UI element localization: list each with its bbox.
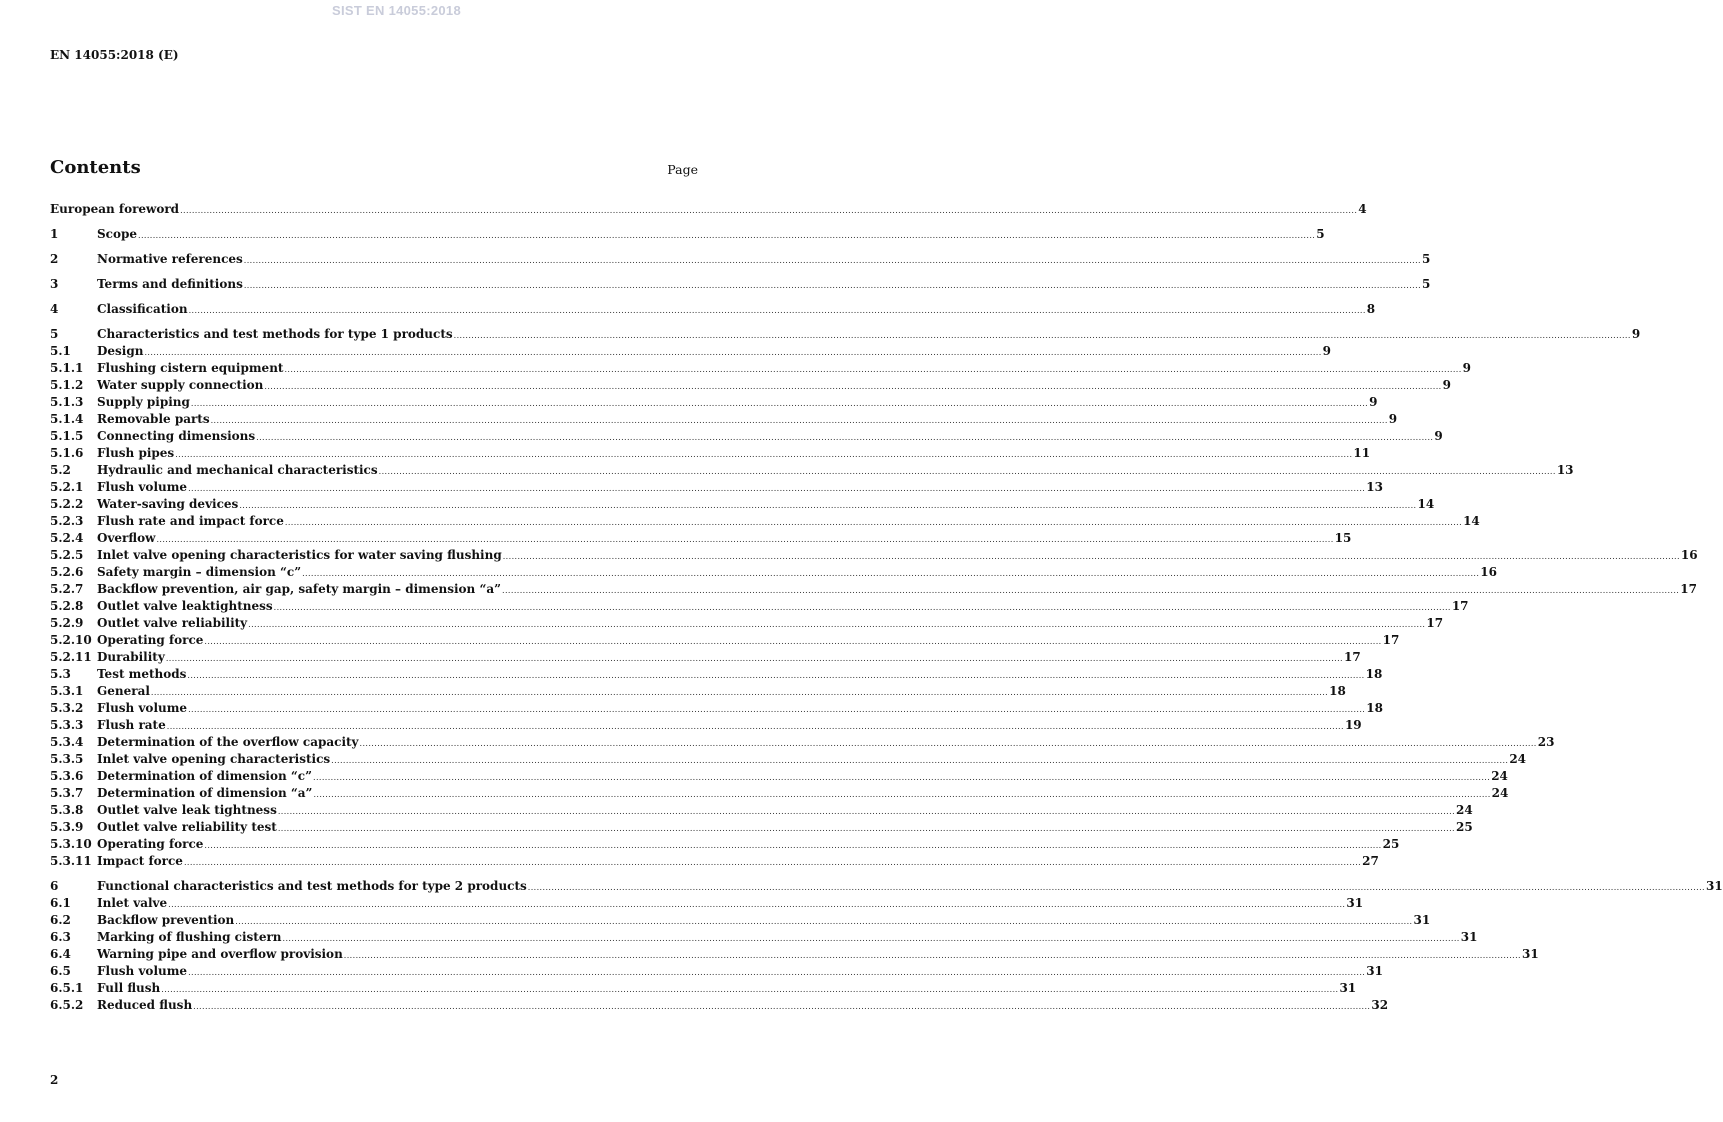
toc-entry-page: 31 <box>1705 879 1723 893</box>
toc-entry-number: 5.1.2 <box>50 378 84 392</box>
toc-entry[interactable] <box>50 700 1383 717</box>
toc-entry-title: Flush pipes <box>97 446 175 460</box>
toc-entry-title: Flushing cistern equipment <box>97 361 284 375</box>
dot-leader: ................................................................................................................................................................................................................................................................................................................................................................................................................ <box>277 824 1455 833</box>
toc-entry-page: 9 <box>1462 361 1472 375</box>
toc-entry-page: 5 <box>1421 252 1431 266</box>
toc-entry-number: 5.2.1 <box>50 480 84 494</box>
dot-leader: ................................................................................................................................................................................................................................................................................................................................................................................................................ <box>161 985 1339 994</box>
toc-entry-number: 5.3.3 <box>50 718 84 732</box>
toc-entry-title: Determination of the overflow capacity <box>97 735 359 749</box>
dot-leader: ................................................................................................................................................................................................................................................................................................................................................................................................................ <box>180 206 1358 215</box>
toc-entry-title: Reduced flush <box>97 998 193 1012</box>
toc-entry[interactable] <box>50 411 1398 428</box>
toc-entry-title: Water supply connection <box>97 378 264 392</box>
toc-entry-page: 31 <box>1346 896 1364 910</box>
toc-entry-title: Flush volume <box>97 701 188 715</box>
toc-entry-page: 9 <box>1434 429 1443 443</box>
dot-leader: ................................................................................................................................................................................................................................................................................................................................................................................................................ <box>277 807 1456 816</box>
toc-entry[interactable] <box>50 226 1325 243</box>
toc-entry[interactable] <box>50 649 1361 666</box>
dot-leader: ................................................................................................................................................................................................................................................................................................................................................................................................................ <box>378 467 1556 476</box>
toc-entry-title: Flush rate <box>97 718 166 732</box>
toc-entry-number: 5.3.4 <box>50 735 84 749</box>
toc-entry[interactable] <box>50 853 1379 870</box>
toc-entry[interactable] <box>50 785 1509 802</box>
toc-entry[interactable] <box>50 929 1478 946</box>
toc-entry-title: Inlet valve opening characteristics for water saving flushing <box>97 548 502 562</box>
toc-entry[interactable] <box>50 819 1473 836</box>
toc-entry-number: 6.3 <box>50 930 71 944</box>
toc-entry-page: 23 <box>1537 735 1555 749</box>
toc-entry-number: 5.2.9 <box>50 616 84 630</box>
dot-leader: ................................................................................................................................................................................................................................................................................................................................................................................................................ <box>264 382 1442 391</box>
toc-entry-title: Outlet valve leaktightness <box>97 599 273 613</box>
toc-entry-title: Overflow <box>97 531 156 545</box>
dot-leader: ................................................................................................................................................................................................................................................................................................................................................................................................................ <box>282 934 1460 943</box>
toc-entry-page: 24 <box>1491 769 1508 783</box>
dot-leader: ................................................................................................................................................................................................................................................................................................................................................................................................................ <box>243 281 1422 290</box>
table-of-contents <box>50 201 1723 1014</box>
toc-entry-number: 5.3.2 <box>50 701 84 715</box>
watermark: SIST EN 14055:2018 <box>332 3 461 18</box>
toc-entry-number: 5.1.3 <box>50 395 84 409</box>
toc-entry-page: 16 <box>1680 548 1698 562</box>
toc-entry-title: Flush rate and impact force <box>97 514 284 528</box>
toc-entry-page: 4 <box>1358 202 1367 216</box>
toc-entry-title: Operating force <box>97 837 204 851</box>
toc-entry[interactable] <box>50 201 1367 218</box>
toc-entry[interactable] <box>50 997 1389 1014</box>
dot-leader: ................................................................................................................................................................................................................................................................................................................................................................................................................ <box>313 790 1491 799</box>
toc-entry-page: 5 <box>1316 227 1325 241</box>
toc-entry-number: 5.3.9 <box>50 820 84 834</box>
toc-entry-page: 9 <box>1322 344 1332 358</box>
toc-entry[interactable] <box>50 360 1472 377</box>
toc-entry-title: Operating force <box>97 633 204 647</box>
toc-entry-title: Inlet valve <box>97 896 168 910</box>
toc-entry-title: Full flush <box>97 981 161 995</box>
toc-entry-page: 18 <box>1365 667 1383 681</box>
toc-entry[interactable] <box>50 513 1480 530</box>
toc-entry-number: 6.2 <box>50 913 71 927</box>
dot-leader: ................................................................................................................................................................................................................................................................................................................................................................................................................ <box>144 348 1322 357</box>
dot-leader: ................................................................................................................................................................................................................................................................................................................................................................................................................ <box>453 331 1631 340</box>
toc-entry[interactable] <box>50 683 1346 700</box>
dot-leader: ................................................................................................................................................................................................................................................................................................................................................................................................................ <box>156 535 1334 544</box>
toc-entry-page: 24 <box>1491 786 1509 800</box>
toc-entry[interactable] <box>50 751 1527 768</box>
toc-entry-number: 5.2.7 <box>50 582 84 596</box>
toc-entry-title: Determination of dimension “a” <box>97 786 313 800</box>
toc-entry-number: 5.2.3 <box>50 514 84 528</box>
toc-entry[interactable] <box>50 878 1723 895</box>
toc-entry-page: 31 <box>1413 913 1431 927</box>
dot-leader: ................................................................................................................................................................................................................................................................................................................................................................................................................ <box>188 484 1366 493</box>
toc-entry[interactable] <box>50 717 1362 734</box>
toc-entry[interactable] <box>50 768 1508 785</box>
toc-entry-page: 13 <box>1556 463 1574 477</box>
toc-entry-title: Inlet valve opening characteristics <box>97 752 331 766</box>
toc-entry-title: Characteristics and test methods for type 1 products <box>97 327 453 341</box>
dot-leader: ................................................................................................................................................................................................................................................................................................................................................................................................................ <box>187 671 1365 680</box>
toc-entry-title: Scope <box>97 227 138 241</box>
toc-entry[interactable] <box>50 564 1497 581</box>
toc-entry-page: 14 <box>1417 497 1435 511</box>
toc-entry[interactable] <box>50 912 1431 929</box>
dot-leader: ................................................................................................................................................................................................................................................................................................................................................................................................................ <box>302 569 1480 578</box>
toc-entry-number: 5.1.4 <box>50 412 84 426</box>
toc-entry-title: Removable parts <box>97 412 210 426</box>
toc-entry-page: 31 <box>1460 930 1478 944</box>
dot-leader: ................................................................................................................................................................................................................................................................................................................................................................................................................ <box>188 968 1366 977</box>
document-id: EN 14055:2018 (E) <box>50 48 179 62</box>
dot-leader: ................................................................................................................................................................................................................................................................................................................................................................................................................ <box>273 603 1451 612</box>
toc-entry-page: 11 <box>1353 446 1371 460</box>
toc-entry-title: Terms and definitions <box>97 277 243 291</box>
toc-entry-title: Outlet valve reliability <box>97 616 248 630</box>
toc-entry-number: 5.1 <box>50 344 71 358</box>
toc-entry-page: 18 <box>1329 684 1346 698</box>
toc-entry-title: Outlet valve leak tightness <box>97 803 277 817</box>
toc-entry-page: 9 <box>1631 327 1641 341</box>
toc-entry-title: Flush volume <box>97 480 188 494</box>
toc-entry[interactable] <box>50 802 1473 819</box>
dot-leader: ................................................................................................................................................................................................................................................................................................................................................................................................................ <box>527 883 1705 892</box>
toc-entry-title: Water-saving devices <box>97 497 239 511</box>
toc-entry[interactable] <box>50 479 1383 496</box>
toc-entry-number: 6.1 <box>50 896 71 910</box>
toc-entry[interactable] <box>50 326 1641 343</box>
toc-entry[interactable] <box>50 276 1431 293</box>
toc-entry-page: 27 <box>1362 854 1379 868</box>
dot-leader: ................................................................................................................................................................................................................................................................................................................................................................................................................ <box>204 637 1382 646</box>
toc-entry-title: Design <box>97 344 144 358</box>
toc-entry-number: 3 <box>50 277 59 291</box>
toc-entry-title: Supply piping <box>97 395 190 409</box>
dot-leader: ................................................................................................................................................................................................................................................................................................................................................................................................................ <box>138 231 1316 240</box>
toc-entry-number: 6 <box>50 879 59 893</box>
toc-entry-page: 25 <box>1382 837 1400 851</box>
dot-leader: ................................................................................................................................................................................................................................................................................................................................................................................................................ <box>502 586 1680 595</box>
toc-entry-number: 5.3.11 <box>50 854 92 868</box>
toc-entry-page: 24 <box>1509 752 1527 766</box>
toc-entry[interactable] <box>50 836 1400 853</box>
toc-entry-page: 14 <box>1463 514 1480 528</box>
toc-entry-title: Outlet valve reliability test <box>97 820 277 834</box>
dot-leader: ................................................................................................................................................................................................................................................................................................................................................................................................................ <box>190 399 1369 408</box>
toc-entry-number: 6.4 <box>50 947 71 961</box>
dot-leader: ................................................................................................................................................................................................................................................................................................................................................................................................................ <box>284 518 1463 527</box>
toc-entry-number: 5.2 <box>50 463 71 477</box>
toc-entry-number: 5.2.2 <box>50 497 84 511</box>
toc-entry-page: 8 <box>1366 302 1376 316</box>
toc-entry-page: 32 <box>1371 998 1389 1012</box>
toc-entry-number: 5.1.6 <box>50 446 84 460</box>
dot-leader: ................................................................................................................................................................................................................................................................................................................................................................................................................ <box>359 739 1537 748</box>
toc-entry-number: 2 <box>50 252 59 266</box>
toc-entry-number: 5.3.5 <box>50 752 84 766</box>
dot-leader: ................................................................................................................................................................................................................................................................................................................................................................................................................ <box>165 654 1343 663</box>
toc-entry-title: Warning pipe and overflow provision <box>97 947 343 961</box>
toc-entry-page: 5 <box>1422 277 1431 291</box>
dot-leader: ................................................................................................................................................................................................................................................................................................................................................................................................................ <box>168 900 1346 909</box>
toc-entry[interactable] <box>50 343 1332 360</box>
toc-entry-number: 5.1.5 <box>50 429 84 443</box>
toc-entry-number: 5.2.11 <box>50 650 92 664</box>
dot-leader: ................................................................................................................................................................................................................................................................................................................................................................................................................ <box>313 773 1491 782</box>
toc-entry-number: 5.3.6 <box>50 769 84 783</box>
toc-entry-page: 13 <box>1366 480 1383 494</box>
toc-entry-number: 4 <box>50 302 59 316</box>
dot-leader: ................................................................................................................................................................................................................................................................................................................................................................................................................ <box>175 450 1353 459</box>
toc-entry-number: 5.2.6 <box>50 565 84 579</box>
dot-leader: ................................................................................................................................................................................................................................................................................................................................................................................................................ <box>150 688 1329 697</box>
toc-entry[interactable] <box>50 581 1697 598</box>
toc-entry-number: 6.5 <box>50 964 71 978</box>
toc-entry-title: Backflow prevention, air gap, safety margin – dimension “a” <box>97 582 502 596</box>
toc-entry[interactable] <box>50 598 1469 615</box>
toc-entry[interactable] <box>50 632 1400 649</box>
toc-entry-number: 5.3.1 <box>50 684 84 698</box>
toc-entry-number: 5.2.5 <box>50 548 84 562</box>
toc-entry-number: 5.1.1 <box>50 361 84 375</box>
toc-entry-title: Test methods <box>97 667 187 681</box>
toc-entry-number: 6.5.1 <box>50 981 84 995</box>
toc-entry-page: 24 <box>1456 803 1473 817</box>
toc-entry-number: 1 <box>50 227 59 241</box>
toc-entry-page: 17 <box>1451 599 1469 613</box>
toc-entry-number: 5.2.8 <box>50 599 84 613</box>
toc-entry[interactable] <box>50 496 1435 513</box>
toc-entry[interactable] <box>50 734 1555 751</box>
dot-leader: ................................................................................................................................................................................................................................................................................................................................................................................................................ <box>210 416 1388 425</box>
dot-leader: ................................................................................................................................................................................................................................................................................................................................................................................................................ <box>235 917 1413 926</box>
toc-entry-title: Flush volume <box>97 964 188 978</box>
toc-entry[interactable] <box>50 615 1444 632</box>
toc-entry-page: 31 <box>1521 947 1539 961</box>
dot-leader: ................................................................................................................................................................................................................................................................................................................................................................................................................ <box>284 365 1462 374</box>
toc-entry[interactable] <box>50 980 1357 997</box>
toc-entry[interactable] <box>50 377 1451 394</box>
toc-entry-title: Safety margin – dimension “c” <box>97 565 302 579</box>
toc-entry-title: Durability <box>97 650 165 664</box>
toc-entry[interactable] <box>50 251 1431 268</box>
toc-entry-title: European foreword <box>50 202 180 216</box>
toc-entry-title: Marking of flushing cistern <box>97 930 282 944</box>
toc-entry[interactable] <box>50 666 1383 683</box>
toc-entry-page: 25 <box>1456 820 1473 834</box>
toc-entry-number: 5.2.4 <box>50 531 84 545</box>
dot-leader: ................................................................................................................................................................................................................................................................................................................................................................................................................ <box>188 705 1366 714</box>
dot-leader: ................................................................................................................................................................................................................................................................................................................................................................................................................ <box>256 433 1434 442</box>
toc-entry[interactable] <box>50 445 1371 462</box>
toc-entry[interactable] <box>50 301 1376 318</box>
toc-entry-number: 5.3 <box>50 667 71 681</box>
toc-entry-title: Normative references <box>97 252 243 266</box>
toc-entry-number: 5.3.8 <box>50 803 84 817</box>
toc-entry[interactable] <box>50 547 1698 564</box>
toc-entry[interactable] <box>50 963 1383 980</box>
dot-leader: ................................................................................................................................................................................................................................................................................................................................................................................................................ <box>243 256 1421 265</box>
toc-entry-title: General <box>97 684 150 698</box>
toc-entry-number: 5.2.10 <box>50 633 92 647</box>
toc-entry[interactable] <box>50 428 1443 445</box>
toc-entry-page: 17 <box>1382 633 1400 647</box>
page-number: 2 <box>50 1073 59 1087</box>
toc-entry[interactable] <box>50 394 1378 411</box>
toc-entry-page: 9 <box>1369 395 1378 409</box>
toc-entry-page: 15 <box>1334 531 1352 545</box>
toc-entry-page: 17 <box>1680 582 1697 596</box>
toc-entry-title: Functional characteristics and test methods for type 2 products <box>97 879 527 893</box>
toc-entry-number: 5.3.10 <box>50 837 92 851</box>
toc-entry[interactable] <box>50 530 1352 547</box>
toc-entry-title: Connecting dimensions <box>97 429 256 443</box>
dot-leader: ................................................................................................................................................................................................................................................................................................................................................................................................................ <box>183 858 1362 867</box>
dot-leader: ................................................................................................................................................................................................................................................................................................................................................................................................................ <box>239 501 1417 510</box>
toc-entry[interactable] <box>50 895 1364 912</box>
toc-entry-page: 17 <box>1344 650 1361 664</box>
dot-leader: ................................................................................................................................................................................................................................................................................................................................................................................................................ <box>343 951 1521 960</box>
toc-entry[interactable] <box>50 946 1539 963</box>
toc-entry-page: 17 <box>1426 616 1444 630</box>
toc-entry-title: Classification <box>97 302 188 316</box>
dot-leader: ................................................................................................................................................................................................................................................................................................................................................................................................................ <box>166 722 1344 731</box>
toc-entry-page: 31 <box>1366 964 1383 978</box>
toc-entry-page: 9 <box>1442 378 1451 392</box>
toc-entry-number: 5.3.7 <box>50 786 84 800</box>
toc-entry-title: Determination of dimension “c” <box>97 769 312 783</box>
dot-leader: ................................................................................................................................................................................................................................................................................................................................................................................................................ <box>502 552 1680 561</box>
toc-entry-title: Backflow prevention <box>97 913 235 927</box>
toc-entry[interactable] <box>50 462 1574 479</box>
toc-entry-number: 5 <box>50 327 59 341</box>
toc-entry-page: 31 <box>1339 981 1357 995</box>
page-column-label: Page <box>667 162 698 177</box>
toc-entry-page: 19 <box>1344 718 1362 732</box>
toc-entry-page: 9 <box>1388 412 1398 426</box>
toc-entry-number: 6.5.2 <box>50 998 84 1012</box>
dot-leader: ................................................................................................................................................................................................................................................................................................................................................................................................................ <box>248 620 1426 629</box>
contents-heading: Contents <box>50 157 141 178</box>
dot-leader: ................................................................................................................................................................................................................................................................................................................................................................................................................ <box>204 841 1382 850</box>
dot-leader: ................................................................................................................................................................................................................................................................................................................................................................................................................ <box>331 756 1509 765</box>
toc-entry-title: Impact force <box>97 854 183 868</box>
dot-leader: ................................................................................................................................................................................................................................................................................................................................................................................................................ <box>193 1002 1371 1011</box>
dot-leader: ................................................................................................................................................................................................................................................................................................................................................................................................................ <box>188 306 1366 315</box>
toc-entry-page: 18 <box>1366 701 1383 715</box>
toc-entry-title: Hydraulic and mechanical characteristics <box>97 463 378 477</box>
toc-entry-page: 16 <box>1480 565 1497 579</box>
